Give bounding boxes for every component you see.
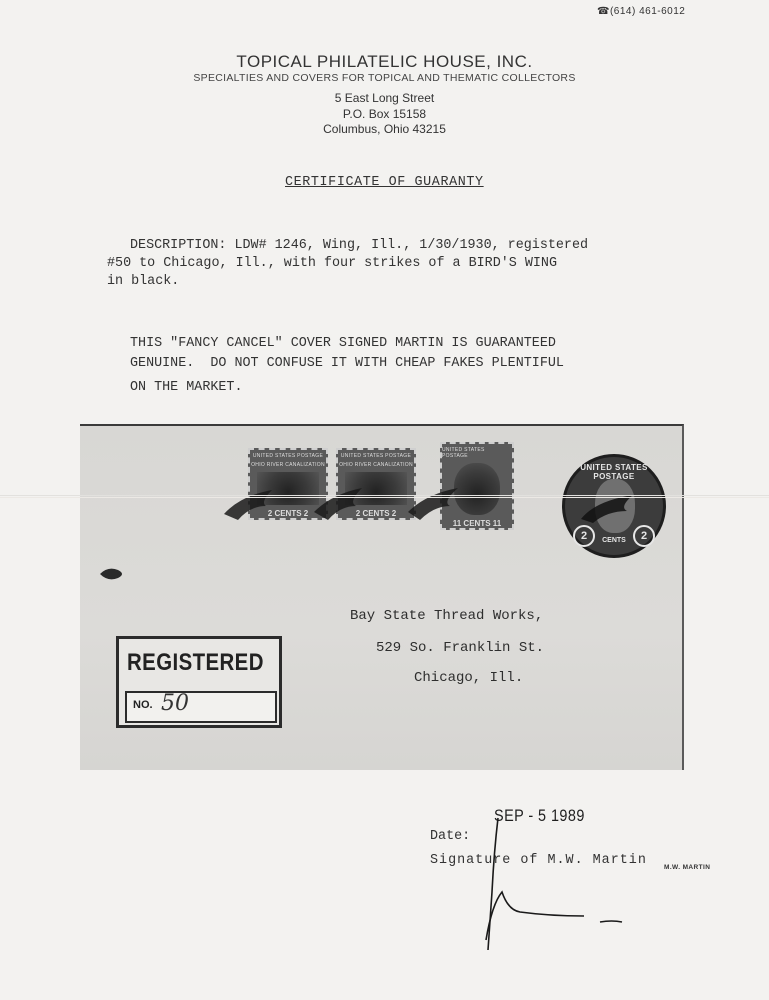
guarantee-line: GENUINE. DO NOT CONFUSE IT WITH CHEAP FAKES PLENTIFUL bbox=[130, 356, 564, 371]
birds-wing-cancels bbox=[220, 476, 540, 526]
guarantee-line: ON THE MARKET. bbox=[130, 380, 243, 395]
embossed-arc-text: UNITED STATES POSTAGE bbox=[580, 463, 648, 481]
martin-name-stamp: M.W. MARTIN bbox=[664, 864, 711, 871]
description-line: #50 to Chicago, Ill., with four strikes of a BIRD'S WING bbox=[107, 256, 557, 271]
paper-fold-line bbox=[0, 497, 769, 498]
date-label: Date: bbox=[430, 829, 471, 844]
paper-fold-line bbox=[0, 495, 769, 496]
registered-cover-envelope bbox=[80, 424, 684, 770]
addressee-line: Bay State Thread Works, bbox=[350, 608, 544, 624]
embossed-bottom-text: CENTS bbox=[602, 537, 626, 544]
handwritten-signature bbox=[480, 812, 640, 962]
stamp-subtitle: OHIO RIVER CANALIZATION bbox=[339, 462, 413, 468]
signature-label: Signature of M.W. Martin bbox=[430, 853, 647, 868]
description-line: in black. bbox=[107, 274, 180, 289]
stamp-value: 11 CENTS 11 bbox=[452, 519, 502, 528]
registered-number-value: 50 bbox=[161, 691, 189, 716]
company-specialties: SPECIALTIES AND COVERS FOR TOPICAL AND THEMATIC COLLECTORS bbox=[193, 72, 576, 84]
address-street: 5 East Long Street bbox=[334, 91, 435, 105]
embossed-value-right: 2 bbox=[633, 525, 655, 547]
embossed-value-left: 2 bbox=[573, 525, 595, 547]
address-city: Columbus, Ohio 43215 bbox=[323, 122, 446, 136]
address-po-box: P.O. Box 15158 bbox=[342, 107, 427, 121]
birds-wing-cancel-2 bbox=[314, 488, 362, 520]
registered-number-label: NO. bbox=[133, 699, 153, 711]
stamp-value: 2 CENTS 2 bbox=[355, 509, 397, 518]
embossed-stamp bbox=[562, 454, 666, 558]
phone-number: ☎(614) 461-6012 bbox=[597, 6, 686, 17]
stamp-value: 2 CENTS 2 bbox=[267, 509, 309, 518]
registered-label-box bbox=[116, 636, 282, 728]
registered-label: REGISTERED bbox=[127, 649, 264, 676]
certificate-title: CERTIFICATE OF GUARANTY bbox=[285, 175, 484, 190]
description-line: DESCRIPTION: LDW# 1246, Wing, Ill., 1/30/1930, registered bbox=[130, 238, 589, 253]
registered-number-box bbox=[125, 691, 277, 723]
guarantee-line: THIS "FANCY CANCEL" COVER SIGNED MARTIN IS GUARANTEED bbox=[130, 336, 556, 351]
stamp-header: UNITED STATES POSTAGE bbox=[340, 453, 412, 459]
addressee-line: Chicago, Ill. bbox=[414, 670, 524, 686]
stamp-header: UNITED STATES POSTAGE bbox=[442, 447, 485, 459]
addressee-line: 529 So. Franklin St. bbox=[376, 640, 545, 656]
ink-spot-mark bbox=[98, 564, 128, 584]
stamp-subtitle: OHIO RIVER CANALIZATION bbox=[251, 462, 325, 468]
birds-wing-cancel-3 bbox=[408, 488, 458, 520]
stamp-header: UNITED STATES POSTAGE bbox=[252, 453, 324, 459]
company-name: TOPICAL PHILATELIC HOUSE, INC. bbox=[236, 52, 533, 71]
date-stamp: SEP - 5 1989 bbox=[494, 806, 585, 825]
